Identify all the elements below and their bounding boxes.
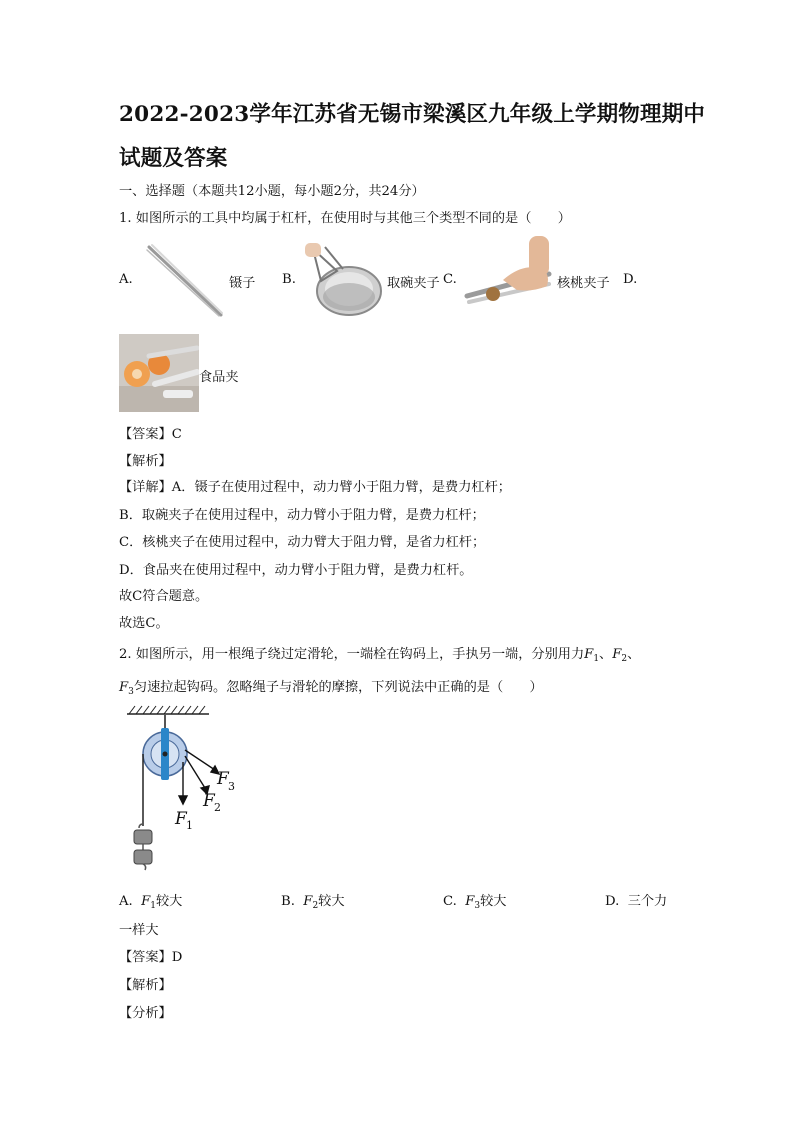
q1-c-explanation: C．核桃夹子在使用过程中，动力臂大于阻力臂，是省力杠杆； — [119, 535, 486, 550]
bowl-clip-image — [303, 241, 383, 321]
food-tongs-image — [119, 334, 199, 412]
q1-detail: 【详解】A．镊子在使用过程中，动力臂小于阻力臂，是费力杠杆； — [119, 480, 511, 495]
q1-option-d-label: 食品夹 — [199, 370, 239, 385]
nutcracker-image — [463, 234, 557, 312]
q2-stem-line1: 2. 如图所示，用一根绳子绕过定滑轮，一端栓在钩码上，手执另一端，分别用力$F_1$、$F_2$、 — [119, 647, 641, 664]
f3-label: F — [217, 769, 229, 789]
q1-analysis: 【解析】 — [119, 454, 172, 469]
q1-option-c-letter: C. — [443, 272, 457, 287]
f1-label: F — [175, 809, 187, 829]
q2-option-c: C. $F_3$较大 — [443, 894, 507, 911]
q1-option-c-label: 核桃夹子 — [557, 276, 610, 291]
q1-conclusion: 故C符合题意。 — [119, 589, 209, 604]
pulley-diagram — [119, 704, 249, 874]
section-header: 一、选择题（本题共12小题，每小题2分，共24分） — [119, 184, 425, 199]
f2-label: F — [203, 791, 215, 811]
q1-option-b-label: 取碗夹子 — [387, 276, 440, 291]
q2-stem-line2: $F_3$匀速拉起钩码。忽略绳子与滑轮的摩擦，下列说法中正确的是（ ） — [119, 680, 543, 697]
q1-answer: 【答案】C — [119, 427, 182, 442]
q1-b-explanation: B．取碗夹子在使用过程中，动力臂小于阻力臂，是费力杠杆； — [119, 508, 485, 523]
q2-answer: 【答案】D — [119, 950, 183, 965]
page-title-line2: 试题及答案 — [119, 146, 228, 171]
q2-analysis: 【解析】 — [119, 978, 172, 993]
q2-option-b: B. $F_2$较大 — [281, 894, 345, 911]
page-title-line1: 2022-2023学年江苏省无锡市梁溪区九年级上学期物理期中 — [119, 102, 706, 127]
q1-choice: 故选C。 — [119, 616, 169, 631]
q1-option-b-letter: B. — [282, 272, 296, 287]
q1-option-d-letter: D. — [623, 272, 638, 287]
f1-sub: 1 — [186, 819, 193, 832]
q2-option-a: A. $F_1$较大 — [119, 894, 183, 911]
q2-option-d: D. 三个力 — [605, 894, 668, 909]
q1-option-a-label: 镊子 — [229, 276, 256, 291]
f3-sub: 3 — [228, 780, 235, 793]
f2-sub: 2 — [214, 801, 221, 814]
q1-option-a-letter: A. — [119, 272, 133, 287]
tweezers-image — [143, 243, 225, 319]
q2-fenxi: 【分析】 — [119, 1006, 172, 1021]
q1-stem: 1. 如图所示的工具中均属于杠杆，在使用时与其他三个类型不同的是（ ） — [119, 211, 571, 226]
q1-d-explanation: D．食品夹在使用过程中，动力臂小于阻力臂，是费力杠杆。 — [119, 563, 473, 578]
q2-option-d-continued: 一样大 — [119, 923, 159, 938]
